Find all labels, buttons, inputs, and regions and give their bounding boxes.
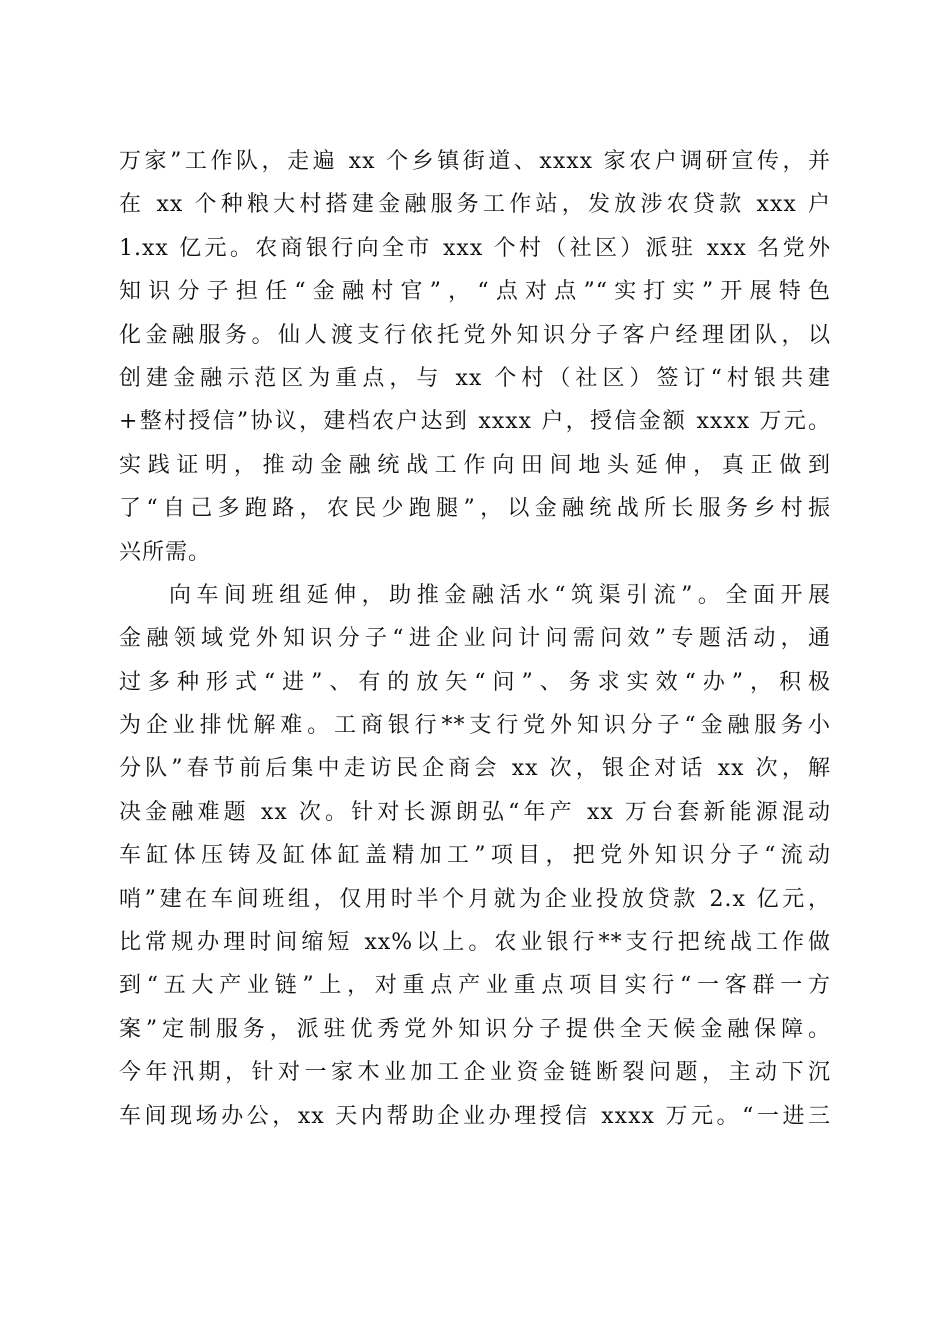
text-line: 为企业排忧解难。工商银行**支行党外知识分子“金融服务小 — [119, 713, 831, 739]
text-line: 到“五大产业链”上，对重点产业重点项目实行“一客群一方 — [119, 973, 831, 999]
text-line: 知识分子担任“金融村官”，“点对点”“实打实”开展特色 — [119, 279, 831, 305]
text-line: 兴所需。 — [119, 539, 212, 565]
text-line: 过多种形式“进”、有的放矢“问”、务求实效“办”，积极 — [119, 669, 831, 695]
text-line: 哨”建在车间班组，仅用时半个月就为企业投放贷款 2.x 亿元， — [119, 886, 831, 912]
paragraph-rural-extension — [119, 140, 831, 574]
text-line: 金融领域党外知识分子“进企业问计问需问效”专题活动，通 — [119, 626, 831, 652]
text-line: +整村授信”协议，建档农户达到 xxxx 户，授信金额 xxxx 万元。 — [119, 409, 831, 435]
text-line: 创建金融示范区为重点，与 xx 个村（社区）签订“村银共建 — [119, 365, 831, 391]
text-line: 车间现场办公，xx 天内帮助企业办理授信 xxxx 万元。“一进三 — [119, 1103, 831, 1129]
text-line: 万家”工作队，走遍 xx 个乡镇街道、xxxx 家农户调研宣传，并 — [119, 149, 831, 174]
paragraph-heading-line: 向车间班组延伸，助推金融活水“筑渠引流”。全面开展 — [169, 582, 831, 608]
text-line: 车缸体压铸及缸体缸盖精加工”项目，把党外知识分子“流动 — [119, 843, 831, 869]
text-line: 化金融服务。仙人渡支行依托党外知识分子客户经理团队，以 — [119, 322, 831, 348]
text-line: 分队”春节前后集中走访民企商会 xx 次，银企对话 xx 次，解 — [119, 756, 831, 782]
text-line: 案”定制服务，派驻优秀党外知识分子提供全天候金融保障。 — [119, 1016, 831, 1042]
text-line: 实践证明，推动金融统战工作向田间地头延伸，真正做到 — [119, 452, 831, 478]
paragraph-workshop-extension — [119, 574, 831, 1138]
text-line: 1.xx 亿元。农商银行向全市 xxx 个村（社区）派驻 xxx 名党外 — [119, 235, 831, 261]
text-line: 在 xx 个种粮大村搭建金融服务工作站，发放涉农贷款 xxx 户 — [119, 192, 831, 218]
body-text — [119, 140, 831, 1138]
text-line: 比常规办理时间缩短 xx%以上。农业银行**支行把统战工作做 — [119, 930, 831, 956]
text-line: 决金融难题 xx 次。针对长源朗弘“年产 xx 万台套新能源混动 — [119, 799, 831, 825]
text-line: 今年汛期，针对一家木业加工企业资金链断裂问题，主动下沉 — [119, 1060, 831, 1086]
text-line: 了“自己多跑路，农民少跑腿”，以金融统战所长服务乡村振 — [119, 496, 831, 522]
